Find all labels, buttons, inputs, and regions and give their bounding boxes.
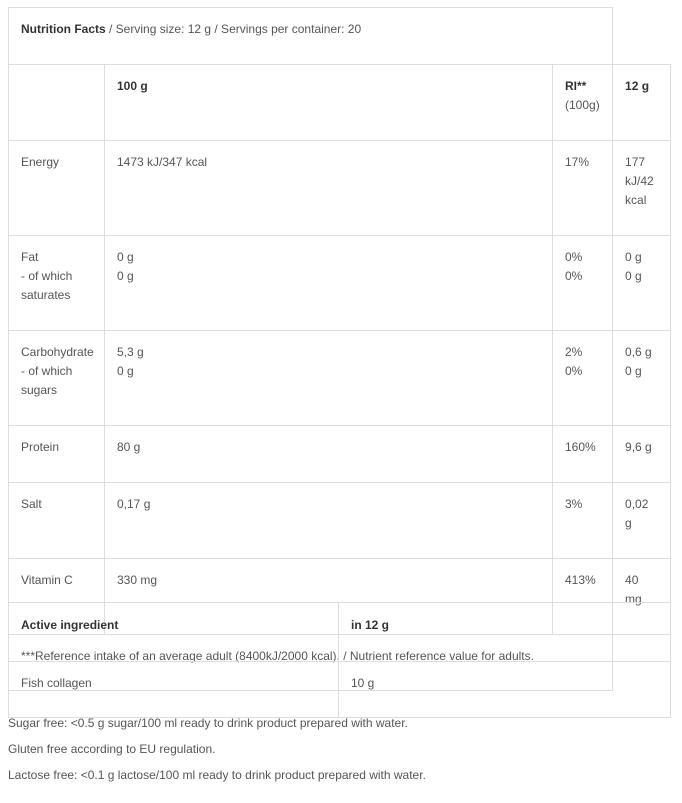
nutrient-name: - of which [21,364,73,378]
value-per-12g: 40 [625,573,639,587]
nutrient-name: saturates [21,288,71,302]
value-per-12g: 0 g [625,269,642,283]
active-amount-header: in 12 g [339,603,671,662]
value-per-12g-cell [613,331,671,426]
active-header-row [9,603,671,662]
value-per-100g-cell [105,236,553,331]
value-per-100g: 330 mg [117,573,158,587]
note-lactose-free: Lactose free: <0.1 g lactose/100 ml ready to drink product prepared with water. [8,768,426,782]
ri-percent-cell [553,483,613,559]
ri-percent-cell [553,141,613,236]
nutrient-row-fat [9,236,671,331]
active-ingredient-table [8,602,671,718]
value-per-12g: 0,02 [625,497,649,511]
ri-sublabel: (100g) [565,98,600,112]
column-header-empty [9,65,105,141]
nutrient-name: Carbohydrate [21,345,94,359]
nutrient-name: Energy [21,155,60,169]
nutrient-name: Protein [21,440,60,454]
value-per-12g: kcal [625,193,647,207]
nutrition-header-cell [9,8,613,65]
nutrient-name-cell [9,483,105,559]
ri-percent-cell [553,236,613,331]
ingredient-amount: 10 g [339,662,671,718]
ri-percent: 160% [565,440,596,454]
value-per-12g: mg [625,592,642,606]
footnote: ***Reference intake of an average adult (8400kJ/2000 kcal). / Nutrient reference value for adults. [9,635,613,691]
value-per-100g: 5,3 g [117,345,144,359]
ri-percent-cell [553,331,613,426]
nutrient-name: Fat [21,250,39,264]
value-per-100g: 0,17 g [117,497,151,511]
nutrient-name-cell [9,331,105,426]
value-per-100g: 80 g [117,440,141,454]
column-header-100g: 100 g [105,65,553,141]
value-per-100g: 0 g [117,269,134,283]
nutrient-name: Vitamin C [21,573,73,587]
serving-info: / Serving size: 12 g / Servings per container: 20 [105,22,362,36]
value-per-12g: 177 [625,155,646,169]
note-gluten-free: Gluten free according to EU regulation. [8,742,216,756]
ri-percent: 3% [565,497,583,511]
note-sugar-free: Sugar free: <0.5 g sugar/100 ml ready to drink product prepared with water. [8,716,408,730]
nutrient-row-energy [9,141,671,236]
ri-percent: 0% [565,364,583,378]
value-per-100g: 0 g [117,364,134,378]
ri-percent: 413% [565,573,596,587]
ri-percent: 0% [565,250,583,264]
ri-percent-cell [553,426,613,483]
value-per-12g: 0 g [625,250,642,264]
nutrition-header-row [9,8,671,65]
nutrition-title: Nutrition Facts [21,22,106,36]
value-per-12g-cell [613,483,671,559]
value-per-12g: 0 g [625,364,642,378]
nutrient-name-cell [9,426,105,483]
nutrient-row-salt [9,483,671,559]
value-per-12g: 9,6 g [625,440,652,454]
ri-percent: 17% [565,155,590,169]
value-per-100g: 1473 kJ/347 kcal [117,155,208,169]
value-per-100g-cell [105,141,553,236]
active-ingredient-row [9,662,671,718]
ri-label: RI** [565,79,587,93]
column-header-ri [553,65,613,141]
active-ingredient-header: Active ingredient [9,603,339,662]
nutrition-facts-table [8,7,671,691]
value-per-12g: kJ/42 [625,174,654,188]
nutrient-name: - of which [21,269,73,283]
value-per-12g: g [625,516,632,530]
value-per-100g: 0 g [117,250,134,264]
nutrient-name: Salt [21,497,42,511]
nutrition-column-header-row [9,65,671,141]
value-per-100g-cell [105,331,553,426]
ri-percent: 2% [565,345,583,359]
header-empty-cell [613,8,671,65]
nutrient-name-cell [9,141,105,236]
value-per-12g-cell [613,426,671,483]
ri-percent: 0% [565,269,583,283]
value-per-12g: 0,6 g [625,345,652,359]
value-per-100g-cell [105,426,553,483]
ingredient-name: Fish collagen [9,662,339,718]
value-per-12g-cell [613,236,671,331]
nutrient-name-cell [9,236,105,331]
nutrient-row-protein [9,426,671,483]
value-per-12g-cell [613,141,671,236]
nutrient-row-carbohydrate [9,331,671,426]
column-header-12g: 12 g [613,65,671,141]
value-per-100g-cell [105,483,553,559]
nutrient-name: sugars [21,383,58,397]
